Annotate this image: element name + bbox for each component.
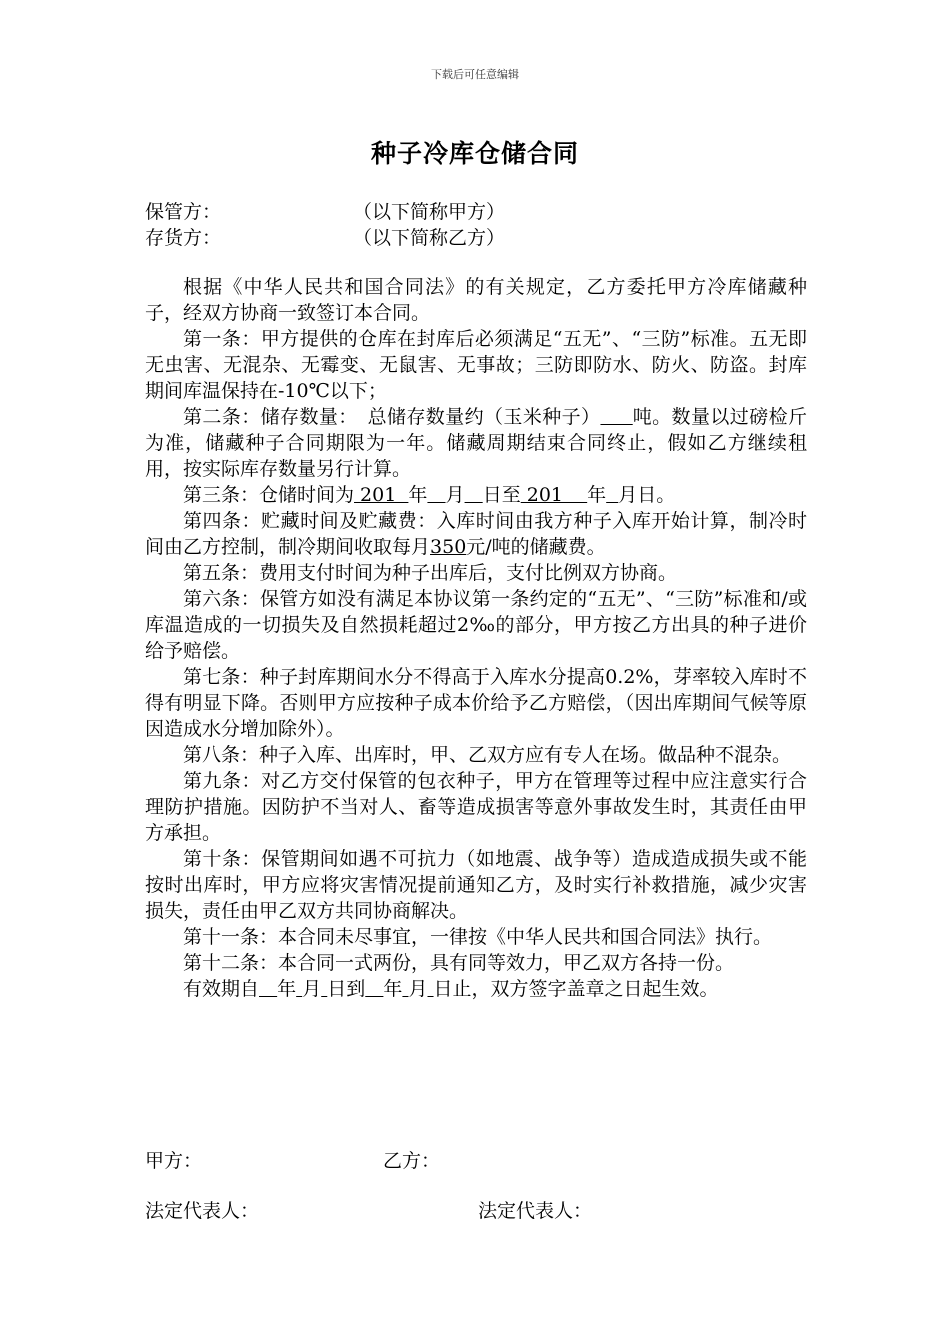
clause-5: 第五条：费用支付时间为种子出库后，支付比例双方协商。	[183, 562, 678, 584]
valid-start-year-blank	[259, 978, 277, 1000]
clause-text: 有效期自	[183, 978, 260, 1000]
clause-text: 日。	[637, 484, 676, 506]
clause-text: 日至	[482, 484, 521, 506]
clause-7: 第七条：种子封库期间水分不得高于入库水分提高0.2%，芽率较入库时不得有明显下降。否则甲方应按种子成本价给予乙方赔偿，（因出库期间气候等原因造成水分增加除外）。	[145, 666, 807, 740]
clause-intro: 根据《中华人民共和国合同法》的有关规定，乙方委托甲方冷库储藏种子，经双方协商一致签订本合同。	[145, 276, 807, 324]
clause-12: 第十二条：本合同一式两份，具有同等效力，甲乙双方各持一份。	[183, 952, 735, 974]
clause-9: 第九条：对乙方交付保管的包衣种子，甲方在管理等过程中应注意实行合理防护措施。因防护不当对人、畜等造成损害等意外事故发生时，其责任由甲方承担。	[145, 770, 807, 844]
party-note: （以下简称甲方）	[353, 201, 506, 223]
clause-4	[145, 508, 807, 560]
end-month-blank	[606, 484, 618, 506]
document-title: 种子冷库仓储合同	[370, 139, 579, 168]
start-month-blank	[427, 484, 445, 506]
clause-text: 元/吨的储藏费。	[466, 536, 606, 558]
clause-text: 年	[587, 484, 607, 506]
party-b-representative-label: 法定代表人：	[478, 1200, 593, 1222]
party-a-signature-label: 甲方：	[145, 1150, 203, 1172]
clause-text: 年	[383, 978, 403, 1000]
clause-text: 月	[445, 484, 465, 506]
clause-text: 月	[408, 978, 428, 1000]
valid-end-year-blank	[365, 978, 383, 1000]
clause-2	[145, 404, 807, 482]
page-header-note: 下载后可任意编辑	[431, 68, 519, 81]
party-row-custodian	[145, 199, 805, 225]
clause-text: 第四条：贮藏时间及贮藏费：入库时间由我方种子入库开始计算，制冷时间由乙方控制，制冷期间收取每月	[145, 510, 807, 558]
clause-text: 月	[302, 978, 322, 1000]
clause-1: 第一条：甲方提供的仓库在封库后必须满足“五无”、“三防”标准。五无即无虫害、无混杂、无霉变、无鼠害、无事故；三防即防水、防火、防盗。封库期间库温保持在-10℃以下；	[145, 328, 807, 402]
clause-text: 第三条：仓储时间为	[183, 484, 355, 506]
party-row-depositor	[145, 225, 805, 251]
clause-10: 第十条：保管期间如遇不可抗力（如地震、战争等）造成造成损失或不能按时出库时，甲方应将灾害情况提前通知乙方，及时实行补救措施，减少灾害损失，责任由甲乙双方共同协商解决。	[145, 848, 807, 922]
clause-text: 年	[408, 484, 428, 506]
start-day-blank	[465, 484, 483, 506]
party-label: 存货方：	[145, 227, 222, 249]
clause-text: 第二条：储存数量： 总储存数量约（玉米种子）	[183, 406, 601, 428]
clause-6: 第六条：保管方如没有满足本协议第一条约定的“五无”、“三防”标准和/或库温造成的一切损失及自然损耗超过2‰的部分，甲方按乙方出具的种子进价给予赔偿。	[145, 588, 807, 662]
clause-text: 月	[618, 484, 638, 506]
quantity-blank	[600, 406, 632, 428]
validity-clause	[145, 976, 807, 1002]
party-label: 保管方：	[145, 201, 222, 223]
parties-block	[145, 199, 805, 251]
party-note: （以下简称乙方）	[353, 227, 506, 249]
contract-body	[145, 274, 807, 1002]
party-b-signature-label: 乙方：	[383, 1150, 441, 1172]
clause-text: 年	[277, 978, 297, 1000]
clause-3	[145, 482, 807, 508]
start-year-blank: 201	[354, 484, 409, 506]
clause-8: 第八条：种子入库、出库时，甲、乙双方应有专人在场。做品种不混杂。	[183, 744, 792, 766]
clause-11: 第十一条：本合同未尽事宜，一律按《中华人民共和国合同法》执行。	[183, 926, 773, 948]
clause-text: 日止，双方签字盖章之日起生效。	[433, 978, 719, 1000]
storage-fee: 350	[430, 536, 467, 558]
end-year-blank: 201	[520, 484, 588, 506]
party-a-representative-label: 法定代表人：	[145, 1200, 260, 1222]
clause-text: 日到	[327, 978, 366, 1000]
clause-text: 吨。数量以过磅检斤为准，储藏种子合同期限为一年。储藏周期结束合同终止，假如乙方继续租用，按实际库存数量另行计算。	[145, 406, 807, 480]
